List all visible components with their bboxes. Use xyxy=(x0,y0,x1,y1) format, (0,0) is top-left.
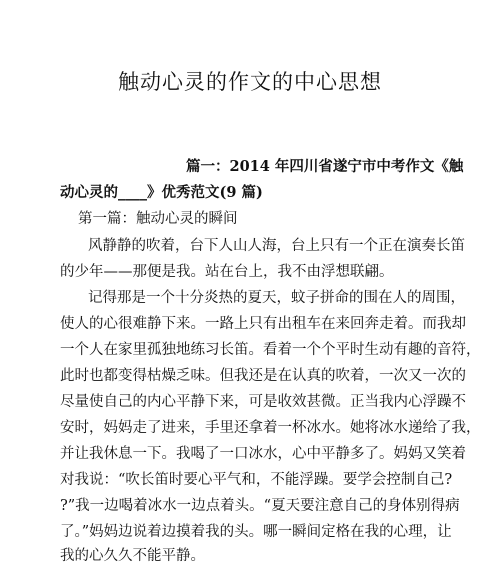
section-title: 第一篇：触动心灵的瞬间 xyxy=(78,211,238,227)
paragraph-2-line-4: 此时也都变得枯燥乏味。但我还是在认真的吹着，一次又一次的 xyxy=(60,368,466,384)
paragraph-2-line-9: ?”我一边喝着冰水一边点着头。“夏天要注意自己的身体别得病 xyxy=(60,498,460,514)
essay-heading-line-2: 动心灵的____》优秀范文(9 篇) xyxy=(60,184,263,201)
document-title: 触动心灵的作文的中心思想 xyxy=(118,70,382,94)
paragraph-2-line-6: 安时，妈妈走了进来，手里还拿着一杯冰水。她将冰水递给了我， xyxy=(60,420,481,436)
paragraph-2-line-1: 记得那是一个十分炎热的夏天，蚊子拼命的围在人的周围， xyxy=(88,290,465,306)
essay-heading-line-1: 篇一：2014 年四川省遂宁市中考作文《触 xyxy=(186,158,464,175)
paragraph-2-line-11: 我的心久久不能平静。 xyxy=(60,548,205,564)
paragraph-2-line-3: 一个人在家里孤独地练习长笛。看着一个个平时生动有趣的音符， xyxy=(60,342,481,358)
paragraph-1-line-2: 的少年——那便是我。站在台上，我不由浮想联翩。 xyxy=(60,264,394,280)
paragraph-2-line-10: 了。”妈妈边说着边摸着我的头。哪一瞬间定格在我的心理，让 xyxy=(60,524,452,540)
paragraph-2-line-7: 并让我休息一下。我喝了一口冰水，心中平静多了。妈妈又笑着 xyxy=(60,446,466,462)
paragraph-2-line-2: 使人的心很难静下来。一路上只有出租车在来回奔走着。而我却 xyxy=(60,316,466,332)
paragraph-2-line-5: 尽量使自己的内心平静下来，可是收效甚微。正当我内心浮躁不 xyxy=(60,394,466,410)
paragraph-1-line-1: 风静静的吹着，台下人山人海，台上只有一个正在演奏长笛 xyxy=(88,238,465,254)
paragraph-2-line-8: 对我说：“吹长笛时要心平气和，不能浮躁。要学会控制自己? xyxy=(60,472,453,488)
